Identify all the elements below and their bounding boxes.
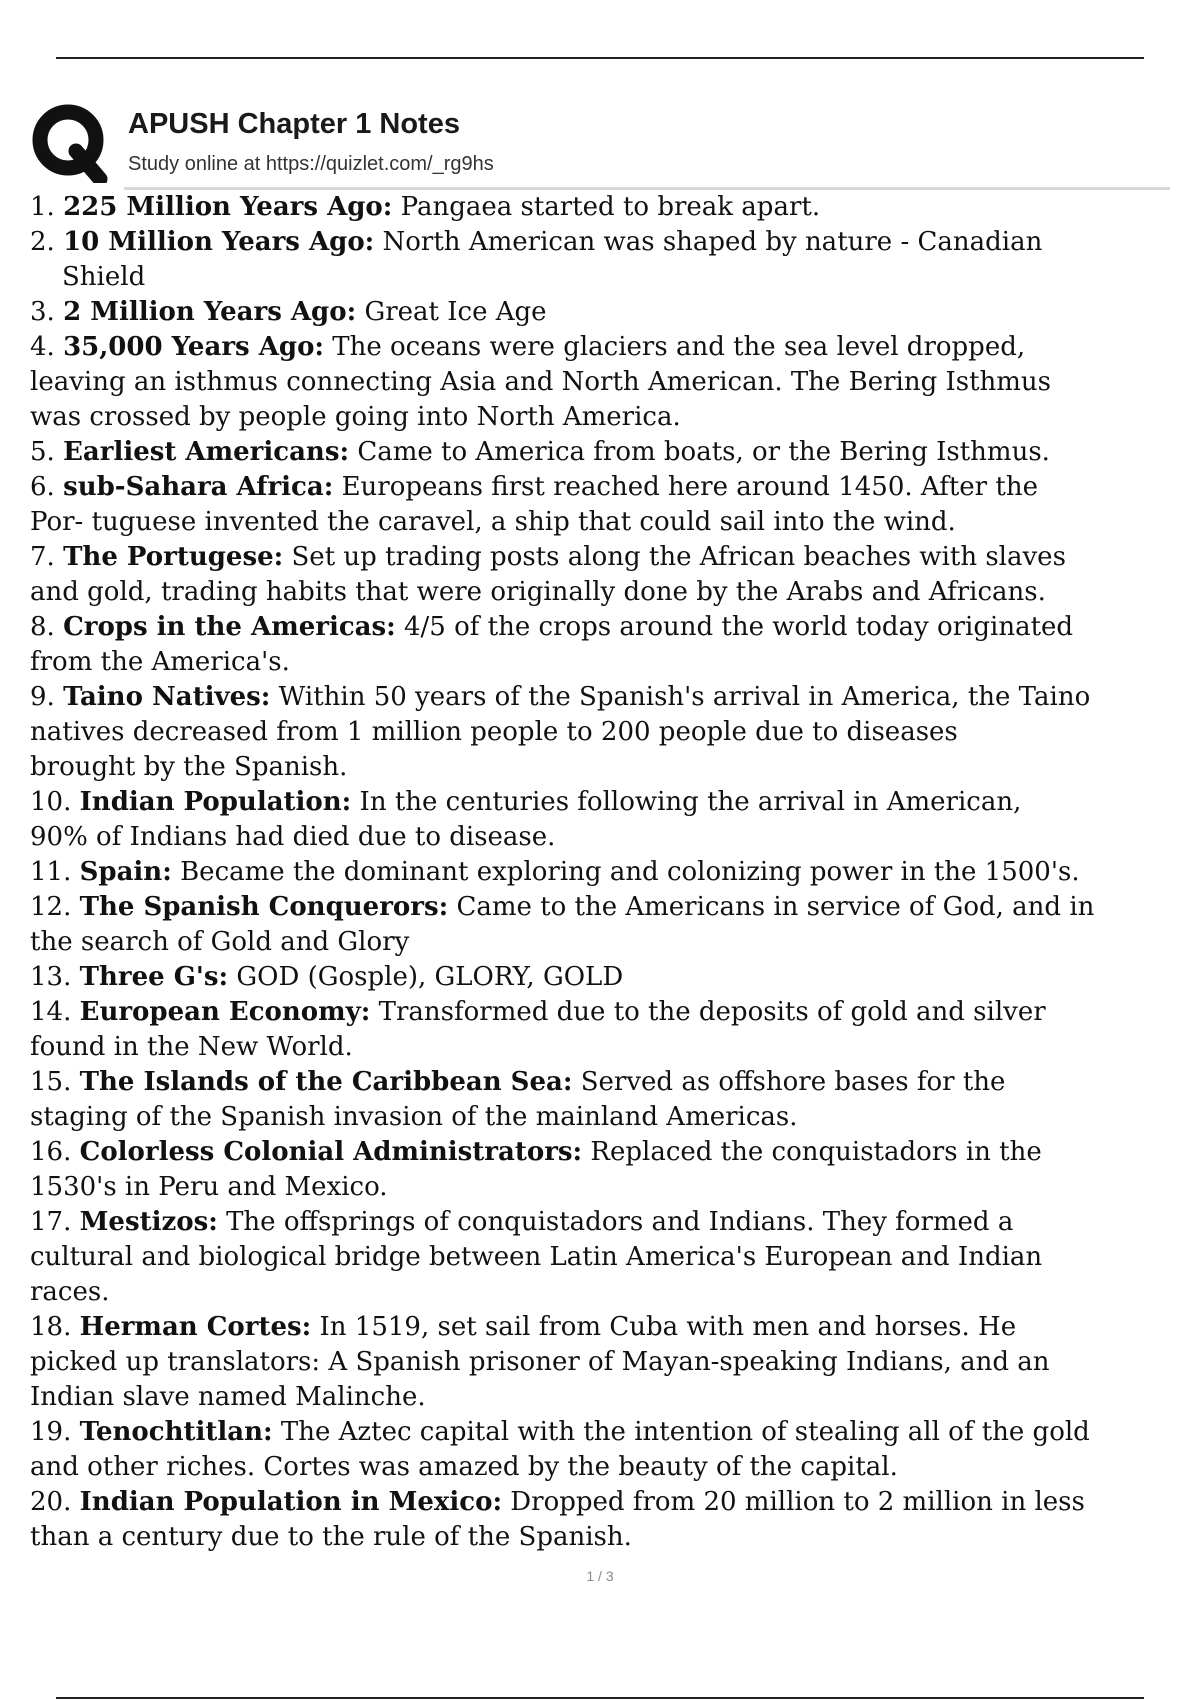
note-text: The Aztec capital with the intention of stealing all of the gold <box>272 1417 1090 1447</box>
note-first-line <box>30 435 1182 470</box>
top-rule <box>56 57 1144 59</box>
note-text: and gold, trading habits that were originally done by the Arabs and Africans. <box>30 577 1046 607</box>
note-text: The offsprings of conquistadors and Indians. They formed a <box>217 1207 1014 1237</box>
note-text: GOD (Gosple), GLORY, GOLD <box>228 962 624 992</box>
note-item <box>30 330 1182 435</box>
note-text: the search of Gold and Glory <box>30 927 410 957</box>
note-continuation-line <box>30 1520 1182 1555</box>
note-first-line <box>30 1415 1182 1450</box>
note-text: found in the New World. <box>30 1032 353 1062</box>
note-continuation-line <box>30 1450 1182 1485</box>
note-first-line <box>30 295 1182 330</box>
note-item <box>30 1135 1182 1205</box>
note-item <box>30 435 1182 470</box>
note-continuation-line <box>30 365 1182 400</box>
note-first-line <box>30 225 1182 260</box>
note-text: Indian slave named Malinche. <box>30 1382 426 1412</box>
note-item <box>30 540 1182 610</box>
note-term: Herman Cortes: <box>79 1312 312 1342</box>
note-number: 16. <box>30 1137 72 1167</box>
note-continuation-line <box>30 1030 1182 1065</box>
note-item <box>30 785 1182 855</box>
note-continuation-line <box>30 925 1182 960</box>
note-continuation-line <box>30 400 1182 435</box>
note-item <box>30 1205 1182 1310</box>
note-term: Crops in the Americas: <box>63 612 396 642</box>
note-item <box>30 960 1182 995</box>
note-continuation-line <box>30 1345 1182 1380</box>
note-text: Dropped from 20 million to 2 million in less <box>502 1487 1085 1517</box>
note-item <box>30 190 1182 225</box>
note-item <box>30 225 1182 295</box>
note-term: Earliest Americans: <box>63 437 350 467</box>
note-number: 8. <box>30 612 55 642</box>
note-text: leaving an isthmus connecting Asia and North American. The Bering Isthmus <box>30 367 1052 397</box>
note-text: Replaced the conquistadors in the <box>582 1137 1042 1167</box>
note-number: 20. <box>30 1487 72 1517</box>
note-text: In the centuries following the arrival in American, <box>351 787 1022 817</box>
note-number: 13. <box>30 962 72 992</box>
note-first-line <box>30 1310 1182 1345</box>
note-text: 90% of Indians had died due to disease. <box>30 822 556 852</box>
note-term: Indian Population in Mexico: <box>79 1487 503 1517</box>
page-title: APUSH Chapter 1 Notes <box>128 108 460 140</box>
note-continuation-line <box>30 505 1182 540</box>
note-continuation-line <box>30 1170 1182 1205</box>
note-continuation-line <box>30 1100 1182 1135</box>
note-number: 15. <box>30 1067 72 1097</box>
note-continuation-line <box>30 820 1182 855</box>
note-continuation-line <box>30 1380 1182 1415</box>
note-number: 6. <box>30 472 55 502</box>
note-number: 11. <box>30 857 72 887</box>
note-text: races. <box>30 1277 110 1307</box>
note-text: 1530's in Peru and Mexico. <box>30 1172 388 1202</box>
note-item <box>30 680 1182 785</box>
note-text: from the America's. <box>30 647 290 677</box>
note-text: Great Ice Age <box>356 297 547 327</box>
note-term: Spain: <box>79 857 172 887</box>
note-term: Indian Population: <box>79 787 352 817</box>
note-item <box>30 1310 1182 1415</box>
note-text: natives decreased from 1 million people to 200 people due to diseases <box>30 717 958 747</box>
note-item <box>30 295 1182 330</box>
note-number: 3. <box>30 297 55 327</box>
note-text: Served as offshore bases for the <box>572 1067 1006 1097</box>
note-text: picked up translators: A Spanish prisoner of Mayan-speaking Indians, and an <box>30 1347 1050 1377</box>
note-first-line <box>30 855 1182 890</box>
note-first-line <box>30 785 1182 820</box>
note-term: Mestizos: <box>79 1207 218 1237</box>
note-continuation-line <box>30 260 1182 295</box>
note-number: 9. <box>30 682 55 712</box>
note-first-line <box>30 540 1182 575</box>
note-text: Europeans first reached here around 1450. After the <box>333 472 1038 502</box>
note-first-line <box>30 1135 1182 1170</box>
note-first-line <box>30 1065 1182 1100</box>
note-text: staging of the Spanish invasion of the mainland Americas. <box>30 1102 798 1132</box>
note-term: Three G's: <box>79 962 229 992</box>
note-term: 10 Million Years Ago: <box>63 227 375 257</box>
note-continuation-line <box>30 645 1182 680</box>
note-term: 2 Million Years Ago: <box>63 297 357 327</box>
note-text: Within 50 years of the Spanish's arrival in America, the Taino <box>270 682 1091 712</box>
note-number: 19. <box>30 1417 72 1447</box>
note-term: Tenochtitlan: <box>79 1417 273 1447</box>
note-term: Taino Natives: <box>63 682 271 712</box>
study-online-link[interactable]: Study online at https://quizlet.com/_rg9hs <box>128 153 494 175</box>
note-term: sub-Sahara Africa: <box>63 472 334 502</box>
note-first-line <box>30 470 1182 505</box>
note-first-line <box>30 680 1182 715</box>
note-continuation-line <box>30 1275 1182 1310</box>
note-item <box>30 1485 1182 1555</box>
note-text: was crossed by people going into North America. <box>30 402 681 432</box>
note-item <box>30 890 1182 960</box>
note-first-line <box>30 610 1182 645</box>
note-term: 35,000 Years Ago: <box>63 332 325 362</box>
note-text: The oceans were glaciers and the sea level dropped, <box>324 332 1026 362</box>
note-first-line <box>30 890 1182 925</box>
note-text: Came to the Americans in service of God, and in <box>448 892 1095 922</box>
note-text: In 1519, set sail from Cuba with men and horses. He <box>311 1312 1017 1342</box>
note-term: Colorless Colonial Administrators: <box>79 1137 583 1167</box>
page-number: 1 / 3 <box>586 1568 614 1584</box>
note-first-line <box>30 330 1182 365</box>
note-first-line <box>30 995 1182 1030</box>
note-number: 12. <box>30 892 72 922</box>
note-continuation-line <box>30 1240 1182 1275</box>
note-number: 2. <box>30 227 55 257</box>
bottom-rule <box>56 1697 1144 1699</box>
note-number: 18. <box>30 1312 72 1342</box>
note-number: 10. <box>30 787 72 817</box>
note-text: 4/5 of the crops around the world today originated <box>395 612 1074 642</box>
notes-list <box>30 190 1182 1555</box>
note-text: Transformed due to the deposits of gold and silver <box>370 997 1046 1027</box>
note-item <box>30 610 1182 680</box>
note-text: North American was shaped by nature - Canadian <box>374 227 1043 257</box>
note-number: 17. <box>30 1207 72 1237</box>
note-number: 7. <box>30 542 55 572</box>
note-first-line <box>30 1485 1182 1520</box>
quizlet-q-logo-icon <box>30 103 110 183</box>
note-text: Set up trading posts along the African beaches with slaves <box>283 542 1066 572</box>
note-term: The Islands of the Caribbean Sea: <box>79 1067 573 1097</box>
note-text: brought by the Spanish. <box>30 752 348 782</box>
note-continuation-line <box>30 575 1182 610</box>
note-number: 4. <box>30 332 55 362</box>
note-term: The Spanish Conquerors: <box>79 892 449 922</box>
note-text: cultural and biological bridge between Latin America's European and Indian <box>30 1242 1043 1272</box>
note-text: than a century due to the rule of the Spanish. <box>30 1522 632 1552</box>
note-term: 225 Million Years Ago: <box>63 192 393 222</box>
note-item <box>30 1065 1182 1135</box>
note-term: The Portugese: <box>63 542 284 572</box>
note-continuation-line <box>30 715 1182 750</box>
note-first-line <box>30 960 1182 995</box>
note-continuation-line <box>30 750 1182 785</box>
note-text: Shield <box>62 262 146 292</box>
note-first-line <box>30 190 1182 225</box>
note-number: 14. <box>30 997 72 1027</box>
note-text: Became the dominant exploring and colonizing power in the 1500's. <box>171 857 1080 887</box>
note-number: 1. <box>30 192 55 222</box>
note-number: 5. <box>30 437 55 467</box>
note-text: and other riches. Cortes was amazed by the beauty of the capital. <box>30 1452 898 1482</box>
note-item <box>30 470 1182 540</box>
note-text: Came to America from boats, or the Bering Isthmus. <box>349 437 1050 467</box>
note-item <box>30 1415 1182 1485</box>
note-text: Pangaea started to break apart. <box>392 192 821 222</box>
note-term: European Economy: <box>79 997 371 1027</box>
note-first-line <box>30 1205 1182 1240</box>
note-item <box>30 995 1182 1065</box>
note-text: Por- tuguese invented the caravel, a ship that could sail into the wind. <box>30 507 956 537</box>
note-item <box>30 855 1182 890</box>
document-header <box>30 103 1170 187</box>
